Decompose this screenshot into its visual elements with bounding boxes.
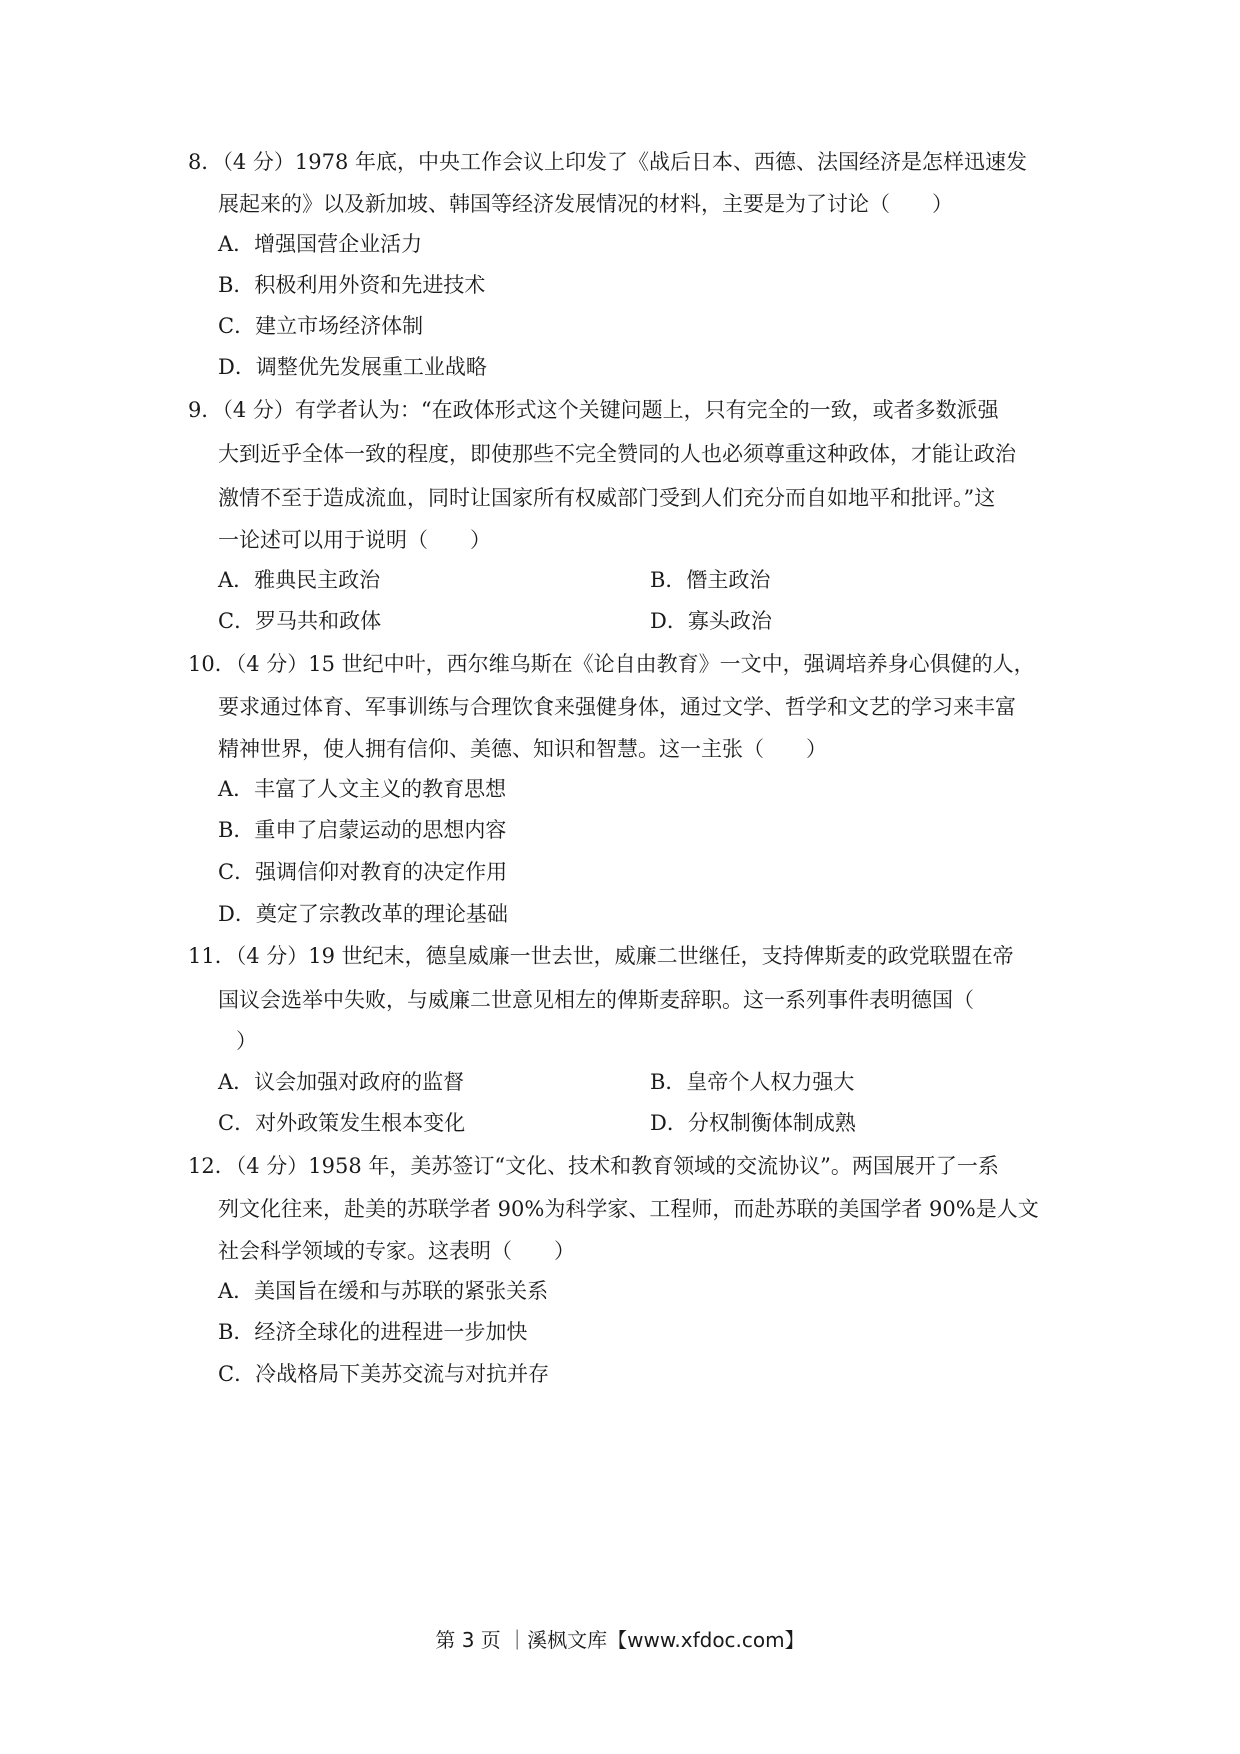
q11-option-c: C．对外政策发生根本变化 [218,1111,466,1135]
q10-option-b: B．重申了启蒙运动的思想内容 [218,818,507,842]
q8-stem-line-1: 8．（4 分）1978 年底，中央工作会议上印发了《战后日本、西德、法国经济是怎样迅速发 [188,150,1028,174]
q8-option-d: D．调整优先发展重工业战略 [218,355,487,379]
q11-option-d: D．分权制衡体制成熟 [650,1111,856,1135]
q9-stem-line-1: 9．（4 分）有学者认为：“在政体形式这个关键问题上，只有完全的一致，或者多数派强 [188,398,999,422]
q12-option-b: B．经济全球化的进程进一步加快 [218,1320,528,1344]
q8-option-c: C．建立市场经济体制 [218,314,424,338]
q11-stem-line-3: ） [236,1029,257,1053]
q10-stem-line-2: 要求通过体育、军事训练与合理饮食来强健身体，通过文学、哲学和文艺的学习来丰富 [218,695,1016,719]
q8-stem-line-2: 展起来的》以及新加坡、韩国等经济发展情况的材料，主要是为了讨论（ ） [218,192,953,216]
q9-stem-line-2: 大到近乎全体一致的程度，即使那些不完全赞同的人也必须尊重这种政体，才能让政治 [218,442,1016,466]
q8-option-b: B．积极利用外资和先进技术 [218,273,486,297]
q9-option-d: D．寡头政治 [650,609,772,633]
q9-option-c: C．罗马共和政体 [218,609,382,633]
q10-option-d: D．奠定了宗教改革的理论基础 [218,902,508,926]
q11-option-a: A．议会加强对政府的监督 [218,1070,465,1094]
q9-option-b: B．僭主政治 [650,568,771,592]
q9-stem-line-3: 激情不至于造成流血，同时让国家所有权威部门受到人们充分而自如地平和批评。”这 [218,486,996,510]
q9-option-a: A．雅典民主政治 [218,568,381,592]
q10-option-a: A．丰富了人文主义的教育思想 [218,777,507,801]
q12-stem-line-3: 社会科学领域的专家。这表明（ ） [218,1239,575,1263]
q11-option-b: B．皇帝个人权力强大 [650,1070,855,1094]
page-footer: 第 3 页 ｜溪枫文库【www.xfdoc.com】 [435,1628,805,1652]
q11-stem-line-2: 国议会选举中失败，与威廉二世意见相左的俾斯麦辞职。这一系列事件表明德国（ [218,988,974,1012]
q12-option-a: A．美国旨在缓和与苏联的紧张关系 [218,1279,549,1303]
q10-option-c: C．强调信仰对教育的决定作用 [218,860,508,884]
q8-option-a: A．增强国营企业活力 [218,232,423,256]
q12-stem-line-1: 12．（4 分）1958 年，美苏签订“文化、技术和教育领域的交流协议”。两国展开了一系 [188,1154,999,1178]
q9-stem-line-4: 一论述可以用于说明（ ） [218,528,491,552]
q10-stem-line-1: 10．（4 分）15 世纪中叶，西尔维乌斯在《论自由教育》一文中，强调培养身心俱健的人， [188,652,1035,676]
q10-stem-line-3: 精神世界，使人拥有信仰、美德、知识和智慧。这一主张（ ） [218,737,827,761]
q12-stem-line-2: 列文化往来，赴美的苏联学者 90%为科学家、工程师，而赴苏联的美国学者 90%是人文 [218,1197,1039,1221]
q12-option-c: C．冷战格局下美苏交流与对抗并存 [218,1362,550,1386]
q11-stem-line-1: 11．（4 分）19 世纪末，德皇威廉一世去世，威廉二世继任，支持俾斯麦的政党联盟在帝 [188,944,1014,968]
